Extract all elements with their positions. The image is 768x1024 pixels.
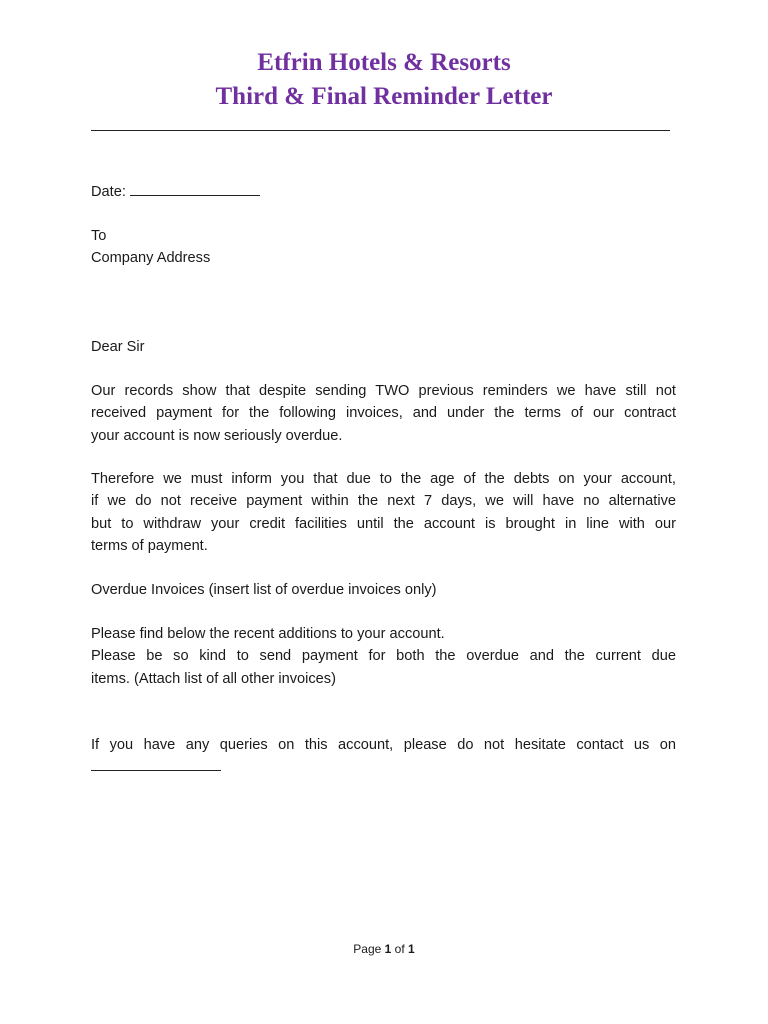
paragraph-line: Our records show that despite sending TWO previous reminders we have still not [91,383,676,399]
paragraph-line: but to withdraw your credit facilities until the account is brought in line with our [91,515,676,532]
paragraph-inform [91,468,676,557]
page-total: 1 [408,942,415,956]
salutation: Dear Sir [91,339,145,355]
date-label: Date: [91,184,126,200]
queries-line: If you have any queries on this account, please do not hesitate contact us on [91,737,676,753]
paragraph-line: Therefore we must inform you that due to the age of the debts on your account, [91,471,676,487]
paragraph-queries [91,734,676,779]
paragraph-payment [91,623,676,690]
of-word: of [394,942,405,956]
header-divider [91,130,670,131]
page-footer [0,942,768,956]
letter-title: Third & Final Reminder Letter [215,83,553,110]
paragraph-line: received payment for the following invoices, and under the terms of our contract [91,405,676,422]
page-word: Page [353,942,382,956]
paragraph-line: your account is now seriously overdue. [91,427,343,444]
paragraph-line: terms of payment. [91,537,208,554]
recent-additions-line: Please find below the recent additions to your account. [91,626,445,642]
paragraph-records [91,380,676,447]
date-line [91,181,676,203]
paragraph-line: Please be so kind to send payment for both the overdue and the current due [91,648,676,665]
date-blank [130,181,260,196]
overdue-invoices-line: Overdue Invoices (insert list of overdue invoices only) [91,582,437,598]
page-number: 1 [384,942,392,956]
letter-header [0,46,768,114]
to-label: To [91,228,107,244]
company-name: Etfrin Hotels & Resorts [257,49,511,76]
paragraph-line: items. (Attach list of all other invoices) [91,670,336,687]
company-address: Company Address [91,250,211,267]
paragraph-line: if we do not receive payment within the next 7 days, we will have no alternative [91,493,676,510]
recipient-block [91,225,676,270]
contact-blank [91,756,221,771]
